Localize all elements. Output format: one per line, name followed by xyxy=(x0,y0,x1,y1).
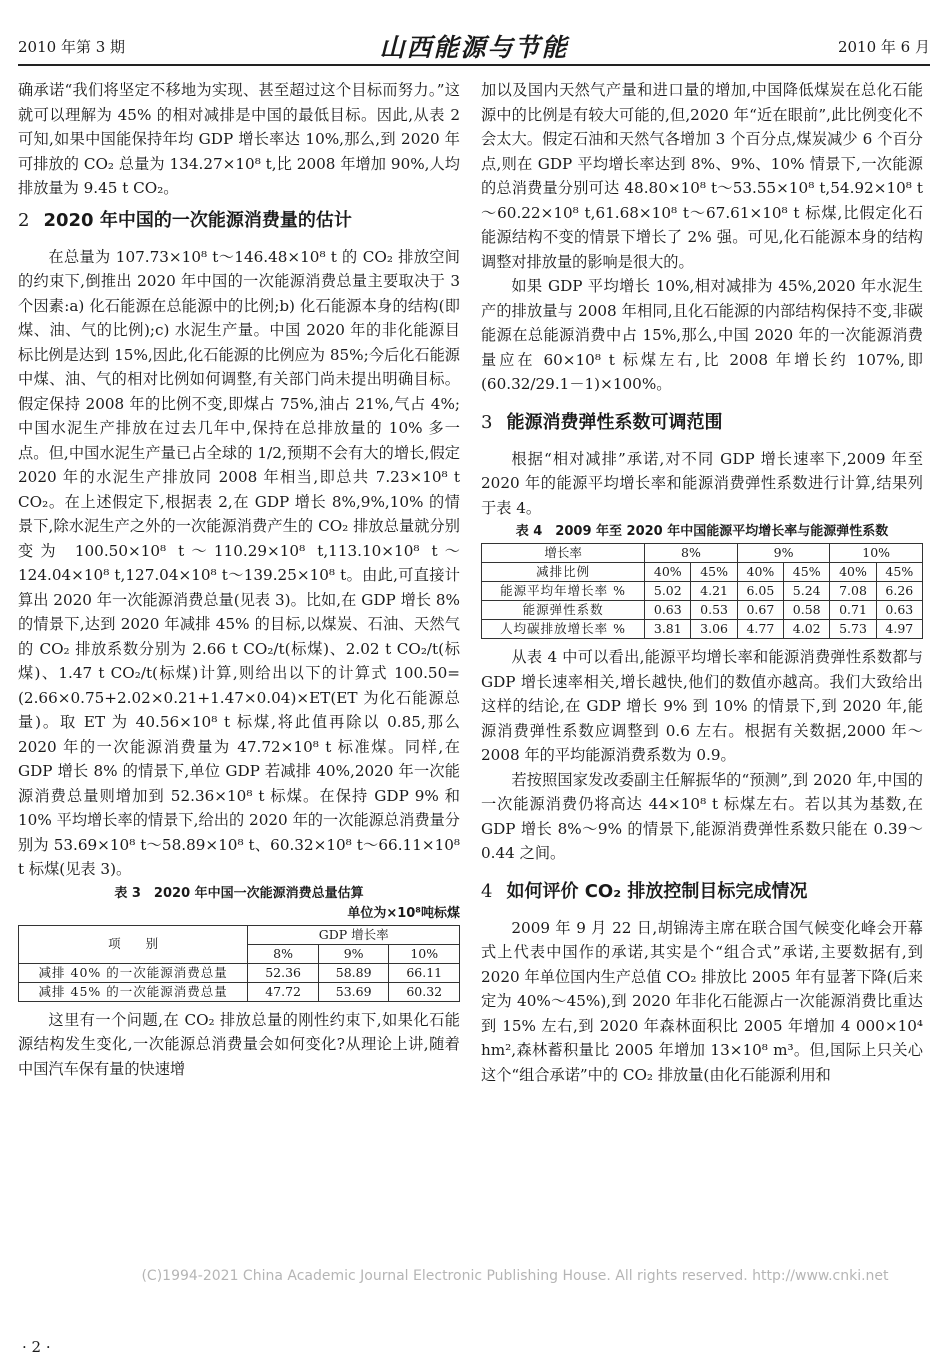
paragraph: 从表 4 中可以看出,能源平均增长率和能源消费弹性系数都与 GDP 增长速率相关,增长越快,他们的数值亦越高。我们大致给出这样的结论,在 GDP 增长 9% 到 10% 的情景下,到 2020 年,能源消费弹性系数应调整到 0.6 左右。根据有关数据,2000 年～2008 年的平均能源消费系数为 0.9。 xyxy=(481,648,923,764)
table-header-cell: 8% xyxy=(645,544,738,563)
table-4 xyxy=(481,543,923,639)
table-cell: 52.36 xyxy=(248,963,319,982)
row-label: 减排 40% 的一次能源消费总量 xyxy=(19,963,248,982)
table-header-cell: 8% xyxy=(248,944,319,963)
date-label: 2010 年 6 月 xyxy=(837,38,930,56)
issue-label: 2010 年第 3 期 xyxy=(18,38,126,56)
table-cell: 4.77 xyxy=(737,620,783,639)
paragraph: 这里有一个问题,在 CO₂ 排放总量的刚性约束下,如果化石能源结构发生变化,一次能源总消费量会如何变化?从理论上讲,随着中国汽车保有量的快速增 xyxy=(18,1010,460,1078)
table-row xyxy=(482,582,923,601)
table-4-caption: 表 4 2009 年至 2020 年中国能源平均增长率与能源弹性系数 xyxy=(515,524,889,539)
section-number: 4 xyxy=(481,880,493,902)
row-label: 能源弹性系数 xyxy=(482,601,645,620)
table-3-unit: 单位为×10⁸吨标煤 xyxy=(347,905,460,921)
table-cell: 4.02 xyxy=(784,620,830,639)
table-header-cell: 项 别 xyxy=(19,925,248,963)
table-cell: 3.06 xyxy=(691,620,737,639)
table-header-cell: 9% xyxy=(737,544,830,563)
table-cell: 4.97 xyxy=(876,620,922,639)
paragraph: 加以及国内天然气产量和进口量的增加,中国降低煤炭在总化石能源中的比例是有较大可能的,但,2020 年“近在眼前”,此比例变化不会太大。假定石油和天然气各增加 3 个百分点,煤炭减少 6 个百分点,则在 GDP 平均增长率达到 8%、9%、10% 情景下,一次能源的总消费量分别可达 48.80×10⁸ t～53.55×10⁸ t,54.92×10⁸ t～60.22×10⁸ t,61.68×10⁸ t～67.61×10⁸ t 标煤,比假定化石能源结构不变的情景下增长了 2% 强。可见,化石能源本身的结构调整对排放量的影响是很大的。 xyxy=(481,81,923,271)
table-cell: 0.63 xyxy=(645,601,691,620)
table-cell: 0.53 xyxy=(691,601,737,620)
table-cell: 0.71 xyxy=(830,601,876,620)
table-header-cell: 增长率 xyxy=(482,544,645,563)
table-cell: 4.21 xyxy=(691,582,737,601)
table-cell: 0.63 xyxy=(876,601,922,620)
table-cell: 5.24 xyxy=(784,582,830,601)
table-cell: 3.81 xyxy=(645,620,691,639)
table-cell: 0.67 xyxy=(737,601,783,620)
table-cell: 45% xyxy=(784,563,830,582)
table-header-cell: GDP 增长率 xyxy=(248,925,460,944)
section-title: 如何评价 CO₂ 排放控制目标完成情况 xyxy=(506,880,808,902)
paragraph: 如果 GDP 平均增长 10%,相对减排为 45%,2020 年水泥生产的排放量与 2008 年相同,且化石能源的内部结构保持不变,非碳能源在总能源消费中占 15%,那么,中国 2020 年的一次能源消费量应在 60×10⁸ t 标煤左右,比 2008 年增长约 107%,即(60.32/29.1－1)×100%。 xyxy=(481,277,923,393)
row-label: 减排比例 xyxy=(482,563,645,582)
paragraph: 若按照国家发改委副主任解振华的“预测”,到 2020 年,中国的一次能源消费仍将高达 44×10⁸ t 标煤左右。若以其为基数,在 GDP 增长 8%～9% 的情景下,能源消费弹性系数只能在 0.39～0.44 之间。 xyxy=(481,770,923,862)
page-number: · 2 · xyxy=(22,1338,51,1356)
table-cell: 0.58 xyxy=(784,601,830,620)
table-row xyxy=(19,963,460,982)
table-cell: 45% xyxy=(691,563,737,582)
section-number: 2 xyxy=(18,209,30,231)
row-label: 减排 45% 的一次能源消费总量 xyxy=(19,982,248,1001)
table-cell: 58.89 xyxy=(318,963,389,982)
table-cell: 45% xyxy=(876,563,922,582)
paragraph: 2009 年 9 月 22 日,胡锦涛主席在联合国气候变化峰会开幕式上代表中国作的承诺,其实是个“组合式”承诺,主要数据有,到 2020 年单位国内生产总值 CO₂ 排放比 2005 年有显著下降(后来定为 40%～45%),到 2020 年非化石能源占一次能源消费比重达到 15% 左右,到 2020 年森林面积比 2005 年增加 4 000×10⁴ hm²,森林蓄积量比 2005 年增加 13×10⁸ m³。但,国际上只关心这个“组合承诺”中的 CO₂ 排放量(由化石能源利用和 xyxy=(481,918,923,1084)
table-cell: 40% xyxy=(737,563,783,582)
right-column xyxy=(481,78,923,1087)
table-row xyxy=(19,982,460,1001)
table-3 xyxy=(18,925,460,1002)
row-label: 人均碳排放增长率 % xyxy=(482,620,645,639)
section-4-heading xyxy=(481,880,923,904)
journal-title: 山西能源与节能 xyxy=(379,33,569,62)
table-cell: 40% xyxy=(830,563,876,582)
table-cell: 40% xyxy=(645,563,691,582)
section-number: 3 xyxy=(481,411,493,433)
paragraph: 根据“相对减排”承诺,对不同 GDP 增长速率下,2009 年至 2020 年的能源平均增长率和能源消费弹性系数进行计算,结果列于表 4。 xyxy=(481,449,923,517)
paragraph: 确承诺“我们将坚定不移地为实现、甚至超过这个目标而努力。”这就可以理解为 45% 的相对减排是中国的最低目标。因此,从表 2 可知,如果中国能保持年均 GDP 增长率达 10%,那么,到 2020 年可排放的 CO₂ 总量为 134.27×10⁸ t,比 2008 年增加 90%,人均排放量为 9.45 t CO₂。 xyxy=(18,81,460,197)
table-cell: 5.73 xyxy=(830,620,876,639)
table-cell: 6.05 xyxy=(737,582,783,601)
table-cell: 7.08 xyxy=(830,582,876,601)
header-rule xyxy=(18,64,930,66)
section-title: 能源消费弹性系数可调范围 xyxy=(506,411,723,433)
table-header-cell: 10% xyxy=(389,944,460,963)
row-label: 能源平均年增长率 % xyxy=(482,582,645,601)
running-head xyxy=(18,28,930,62)
table-cell: 53.69 xyxy=(318,982,389,1001)
table-header-cell: 10% xyxy=(830,544,923,563)
table-3-caption: 表 3 2020 年中国一次能源消费总量估算 xyxy=(114,885,364,901)
table-row xyxy=(482,601,923,620)
table-cell: 6.26 xyxy=(876,582,922,601)
table-header-cell: 9% xyxy=(318,944,389,963)
paragraph: 在总量为 107.73×10⁸ t～146.48×10⁸ t 的 CO₂ 排放空间的约束下,倒推出 2020 年中国的一次能源消费总量主要取决于 3 个因素:a) 化石能源在总能源中的比例;b) 化石能源本身的结构(即煤、油、气的比例);c) 水泥生产量。中国 2020 年的非化能源目标比例是达到 15%,因此,化石能源的比例应为 85%;今后化石能源中煤、油、气的相对比例如何调整,有关部门尚未提出明确目标。假定保持 2008 年的比例不变,即煤占 75%,油占 21%,气占 4%;中国水泥生产排放在过去几年中,保持在总排放量的 10% 多一点。但,中国水泥生产量已占全球的 1/2,预期不会有大的增长,假定 2020 年的水泥生产排放同 2008 年相当,即总共 7.23×10⁸ t CO₂。在上述假定下,根据表 2,在 GDP 增长 8%,9%,10% 的情景下,除水泥生产之外的一次能源消费产生的 CO₂ 排放总量就分别变为 100.50×10⁸ t～110.29×10⁸ t,113.10×10⁸ t～124.04×10⁸ t,127.04×10⁸ t～139.25×10⁸ t。由此,可直接计算出 2020 年一次能源消费总量(见表 3)。比如,在 GDP 增长 8% 的情景下,达到 2020 年减排 45% 的目标,以煤炭、石油、天然气的 CO₂ 排放系数分别为 2.66 t CO₂/t(标煤)、2.02 t CO₂/t(标煤)、1.47 t CO₂/t(标煤)计算,则给出以下的计算式 100.50=(2.66×0.75+2.02×0.21+1.47×0.04)×ET(ET 为化石能源总量)。取 ET 为 40.56×10⁸ t 标煤,将此值再除以 0.85,那么 2020 年的一次能源消费量为 47.72×10⁸ t 标准煤。同样,在 GDP 增长 8% 的情景下,单位 GDP 若减排 40%,2020 年一次能源消费总量则增加到 52.36×10⁸ t 标煤。在保持 GDP 9% 和 10% 平均增长率的情景下,给出的 2020 年的一次能源总消费量分别为 53.69×10⁸ t～58.89×10⁸ t、60.32×10⁸ t～66.11×10⁸ t 标煤(见表 3)。 xyxy=(18,247,460,878)
copyright-watermark: (C)1994-2021 China Academic Journal Electronic Publishing House. All rights reserved. http://www.cnki.net xyxy=(141,1268,889,1284)
table-cell: 60.32 xyxy=(389,982,460,1001)
section-3-heading xyxy=(481,411,923,435)
table-cell: 5.02 xyxy=(645,582,691,601)
section-title: 2020 年中国的一次能源消费量的估计 xyxy=(43,209,352,231)
table-cell: 47.72 xyxy=(248,982,319,1001)
left-column xyxy=(18,78,460,1081)
table-cell: 66.11 xyxy=(389,963,460,982)
table-row xyxy=(482,620,923,639)
section-2-heading xyxy=(18,209,460,233)
